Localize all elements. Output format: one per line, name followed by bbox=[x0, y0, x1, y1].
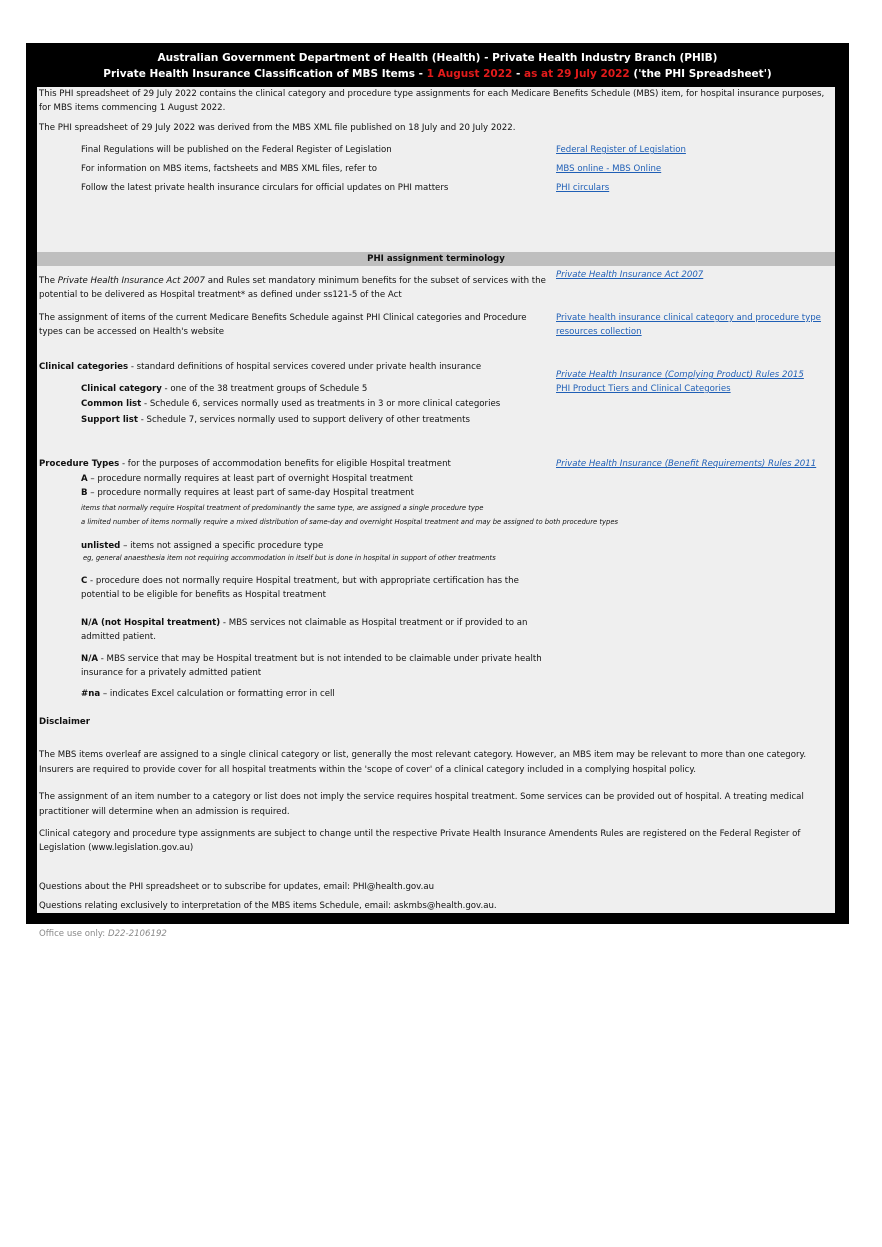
procedure-a-label: A bbox=[81, 474, 88, 484]
clinical-heading bbox=[39, 360, 481, 375]
na-line-2: insurance for a privately admitted patient bbox=[81, 668, 262, 678]
procedure-c-label: C bbox=[81, 576, 88, 586]
procedure-a-def bbox=[81, 472, 413, 487]
phi-circulars-link[interactable]: PHI circulars bbox=[556, 183, 610, 193]
act-line-1 bbox=[39, 274, 546, 289]
procedure-heading bbox=[39, 457, 451, 472]
na-not-hospital-def bbox=[81, 616, 528, 631]
hash-na-label: #na bbox=[81, 689, 101, 699]
unlisted-note: eg, general anaesthesia item not requiring accommodation in itself but is done in hospital in support of other treatments bbox=[83, 554, 496, 562]
mbs-online-link[interactable]: MBS online - MBS Online bbox=[556, 164, 662, 174]
intro-p1-line1: This PHI spreadsheet of 29 July 2022 contains the clinical category and procedure type assignments for each Medicare Benefits Schedule (MBS) item, for hospital insurance purposes, bbox=[39, 89, 825, 99]
clinical-heading-label: Clinical categories bbox=[39, 362, 129, 372]
procedure-a-text: – procedure normally requires at least part of overnight Hospital treatment bbox=[87, 474, 413, 484]
header-date-2: as at 29 July 2022 bbox=[524, 68, 630, 80]
common-list-def bbox=[81, 397, 500, 412]
clinical-category-label: Clinical category bbox=[81, 384, 162, 394]
support-list-def bbox=[81, 413, 470, 428]
support-list-label: Support list bbox=[81, 415, 138, 425]
procedure-note-2: a limited number of items normally require a mixed distribution of same-day and overnight Hospital treatment and may be assigned to both procedure types bbox=[81, 518, 619, 526]
act-prefix: The bbox=[39, 276, 58, 286]
resources-link-line-2[interactable]: resources collection bbox=[556, 327, 642, 337]
intro-p2: The PHI spreadsheet of 29 July 2022 was derived from the MBS XML file published on 18 July and 20 July 2022. bbox=[39, 123, 516, 133]
clinical-category-def bbox=[81, 382, 367, 397]
common-list-text: - Schedule 6, services normally used as treatments in 3 or more clinical categories bbox=[141, 399, 501, 409]
header-sep: - bbox=[512, 68, 525, 80]
na-text: - MBS service that may be Hospital treatment but is not intended to be claimable under private health bbox=[97, 654, 542, 664]
na-not-hospital-text: - MBS services not claimable as Hospital treatment or if provided to an bbox=[220, 618, 528, 628]
clinical-category-text: - one of the 38 treatment groups of Schedule 5 bbox=[161, 384, 368, 394]
header-line-2 bbox=[26, 66, 849, 82]
procedure-b-text: – procedure normally requires at least part of same-day Hospital treatment bbox=[87, 488, 414, 498]
office-use-label: Office use only: bbox=[39, 929, 108, 939]
procedure-heading-label: Procedure Types bbox=[39, 459, 120, 469]
assign-line-1: The assignment of items of the current Medicare Benefits Schedule against PHI Clinical categories and Procedure bbox=[39, 313, 527, 323]
hash-na-text: – indicates Excel calculation or formatting error in cell bbox=[100, 689, 335, 699]
office-use bbox=[39, 927, 167, 942]
benefit-requirements-rules-link[interactable]: Private Health Insurance (Benefit Requirements) Rules 2011 bbox=[556, 459, 817, 469]
procedure-b-def bbox=[81, 486, 414, 501]
procedure-b-label: B bbox=[81, 488, 88, 498]
disclaimer-p1-line1: The MBS items overleaf are assigned to a single clinical category or list, generally the most relevant category. However, an MBS item may be relevant to more than one category. bbox=[39, 750, 807, 760]
disclaimer-p3-line1: Clinical category and procedure type assignments are subject to change until the respective Private Health Insurance Amendents Rules are registered on the Federal Register of bbox=[39, 829, 801, 839]
assign-line-2: types can be accessed on Health's website bbox=[39, 327, 225, 337]
procedure-note-1: items that normally require Hospital treatment of predominantly the same type, are assigned a single procedure type bbox=[81, 504, 484, 512]
act-line-2: potential to be delivered as Hospital treatment* as defined under ss121-5 of the Act bbox=[39, 290, 402, 300]
intro-circulars-text: Follow the latest private health insurance circulars for official updates on PHI matters bbox=[81, 183, 449, 193]
common-list-label: Common list bbox=[81, 399, 142, 409]
na-label: N/A bbox=[81, 654, 98, 664]
questions-phi: Questions about the PHI spreadsheet or to subscribe for updates, email: PHI@health.gov.au bbox=[39, 882, 435, 892]
disclaimer-p2-line2: practitioner will determine when an admission is required. bbox=[39, 807, 290, 817]
disclaimer-p1-line2: Insurers are required to provide cover for all hospital treatments within the 'scope of cover' of a clinical category included in a complying hospital policy. bbox=[39, 765, 696, 775]
act-title: Private Health Insurance Act 2007 bbox=[57, 276, 205, 286]
procedure-c-line-2: potential to be eligible for benefits as Hospital treatment bbox=[81, 590, 326, 600]
terminology-band: PHI assignment terminology bbox=[37, 252, 835, 266]
disclaimer-p2-line1: The assignment of an item number to a category or list does not imply the service requires hospital treatment. Some services can be provided out of hospital. A treating medical bbox=[39, 792, 804, 802]
na-not-hospital-label: N/A (not Hospital treatment) bbox=[81, 618, 221, 628]
disclaimer-p3-line2: Legislation (www.legislation.gov.au) bbox=[39, 843, 194, 853]
content-panel bbox=[37, 87, 835, 939]
unlisted-def bbox=[81, 539, 323, 554]
header-date-1: 1 August 2022 bbox=[426, 68, 513, 80]
procedure-c-def bbox=[81, 574, 519, 589]
disclaimer-title: Disclaimer bbox=[39, 717, 91, 727]
product-tiers-link[interactable]: PHI Product Tiers and Clinical Categories bbox=[556, 384, 731, 394]
unlisted-text: – items not assigned a specific procedure type bbox=[120, 541, 324, 551]
hash-na-def bbox=[81, 687, 335, 702]
act-suffix: and Rules set mandatory minimum benefits for the subset of services with the bbox=[204, 276, 546, 286]
office-use-ref: D22-2106192 bbox=[107, 929, 167, 939]
header-line-1: Australian Government Department of Health (Health) - Private Health Industry Branch (PHIB) bbox=[157, 52, 718, 64]
unlisted-label: unlisted bbox=[81, 541, 121, 551]
header-suffix: ('the PHI Spreadsheet') bbox=[629, 68, 772, 80]
intro-regulations-text: Final Regulations will be published on the Federal Register of Legislation bbox=[81, 145, 392, 155]
federal-register-link[interactable]: Federal Register of Legislation bbox=[556, 145, 686, 155]
na-def bbox=[81, 652, 542, 667]
questions-mbs: Questions relating exclusively to interpretation of the MBS items Schedule, email: askmbs@health.gov.au. bbox=[39, 901, 497, 911]
intro-mbs-text: For information on MBS items, factsheets and MBS XML files, refer to bbox=[81, 164, 378, 174]
complying-product-rules-link[interactable]: Private Health Insurance (Complying Product) Rules 2015 bbox=[556, 370, 804, 380]
clinical-heading-text: - standard definitions of hospital services covered under private health insurance bbox=[128, 362, 482, 372]
resources-link-line-1[interactable]: Private health insurance clinical category and procedure type bbox=[556, 313, 821, 323]
document-frame bbox=[26, 43, 849, 939]
phi-act-link[interactable]: Private Health Insurance Act 2007 bbox=[556, 270, 704, 280]
procedure-heading-text: - for the purposes of accommodation benefits for eligible Hospital treatment bbox=[119, 459, 451, 469]
na-not-hospital-line-2: admitted patient. bbox=[81, 632, 157, 642]
intro-p1-line2: for MBS items commencing 1 August 2022. bbox=[39, 103, 226, 113]
support-list-text: - Schedule 7, services normally used to support delivery of other treatments bbox=[137, 415, 470, 425]
document-header bbox=[26, 43, 849, 87]
header-title: Private Health Insurance Classification of MBS Items - bbox=[103, 68, 427, 80]
procedure-c-text: - procedure does not normally require Hospital treatment, but with appropriate certification has the bbox=[87, 576, 519, 586]
